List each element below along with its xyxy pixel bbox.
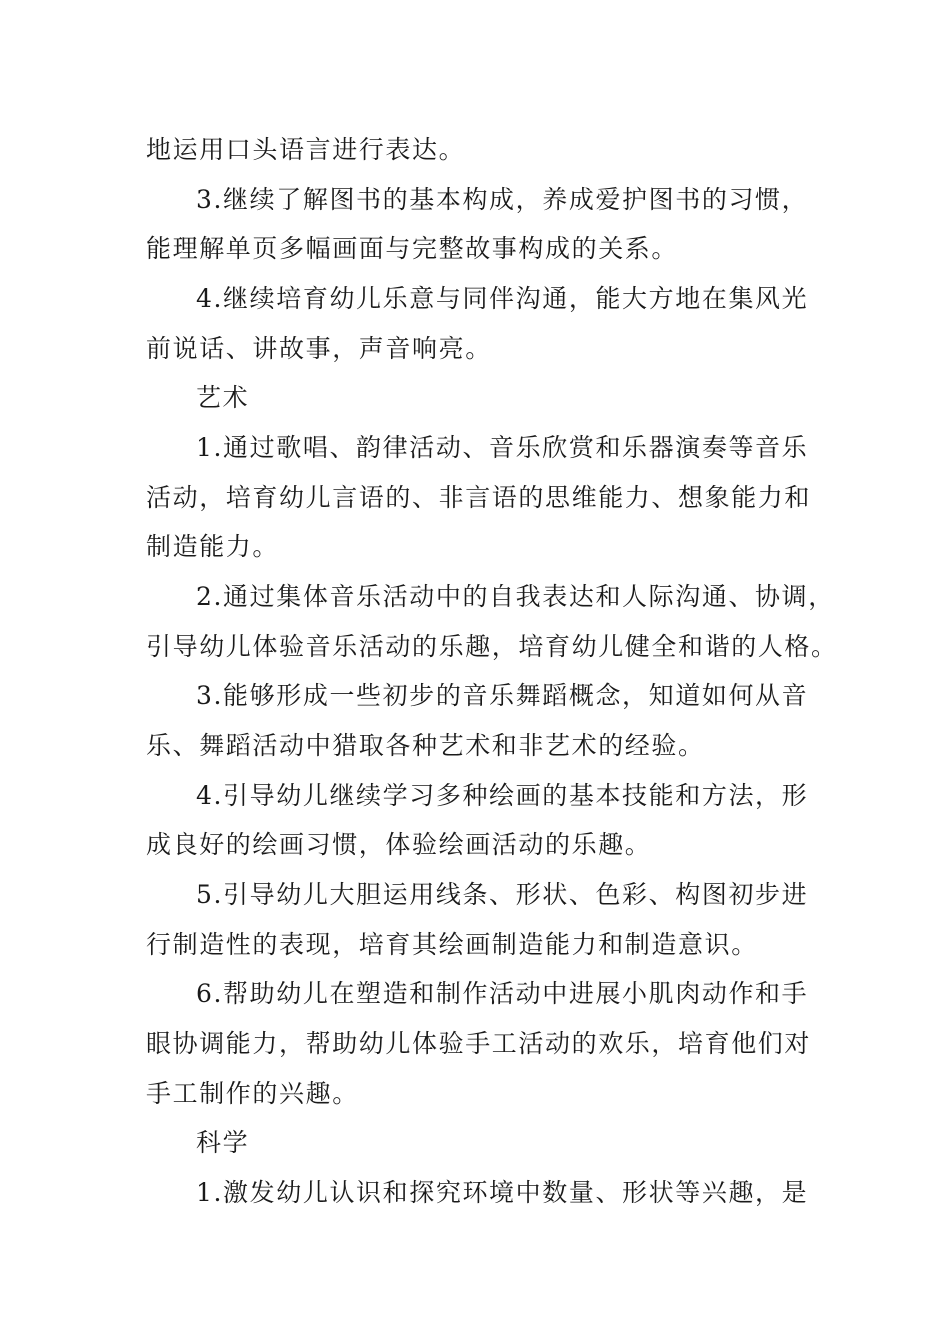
text-line: 制造能力。 xyxy=(146,532,280,561)
section-heading-art: 艺术 xyxy=(196,383,250,412)
text-line: 4.引导幼儿继续学习多种绘画的基本技能和方法，形 xyxy=(196,781,809,810)
text-line: 1.通过歌唱、韵律活动、音乐欣赏和乐器演奏等音乐 xyxy=(196,433,809,462)
text-line: 2.通过集体音乐活动中的自我表达和人际沟通、协调， xyxy=(196,582,835,611)
text-line: 手工制作的兴趣。 xyxy=(146,1079,359,1108)
text-line: 前说话、讲故事，声音响亮。 xyxy=(146,334,492,363)
text-line: 3.能够形成一些初步的音乐舞蹈概念，知道如何从音 xyxy=(196,681,809,710)
text-line: 引导幼儿体验音乐活动的乐趣，培育幼儿健全和谐的人格。 xyxy=(146,632,838,661)
text-line: 4.继续培育幼儿乐意与同伴沟通，能大方地在集风光 xyxy=(196,284,809,313)
text-line: 眼协调能力，帮助幼儿体验手工活动的欢乐，培育他们对 xyxy=(146,1029,812,1058)
section-heading-science: 科学 xyxy=(196,1128,250,1157)
text-line: 6.帮助幼儿在塑造和制作活动中进展小肌肉动作和手 xyxy=(196,979,809,1008)
text-line: 成良好的绘画习惯，体验绘画活动的乐趣。 xyxy=(146,830,652,859)
text-line: 3.继续了解图书的基本构成，养成爱护图书的习惯， xyxy=(196,185,809,214)
text-line: 活动，培育幼儿言语的、非言语的思维能力、想象能力和 xyxy=(146,483,812,512)
text-line: 地运用口头语言进行表达。 xyxy=(146,135,466,164)
text-line: 5.引导幼儿大胆运用线条、形状、色彩、构图初步进 xyxy=(196,880,809,909)
text-line: 乐、舞蹈活动中猎取各种艺术和非艺术的经验。 xyxy=(146,731,705,760)
text-line: 能理解单页多幅画面与完整故事构成的关系。 xyxy=(146,234,679,263)
text-line: 1.激发幼儿认识和探究环境中数量、形状等兴趣，是 xyxy=(196,1178,809,1207)
text-line: 行制造性的表现，培育其绘画制造能力和制造意识。 xyxy=(146,930,758,959)
